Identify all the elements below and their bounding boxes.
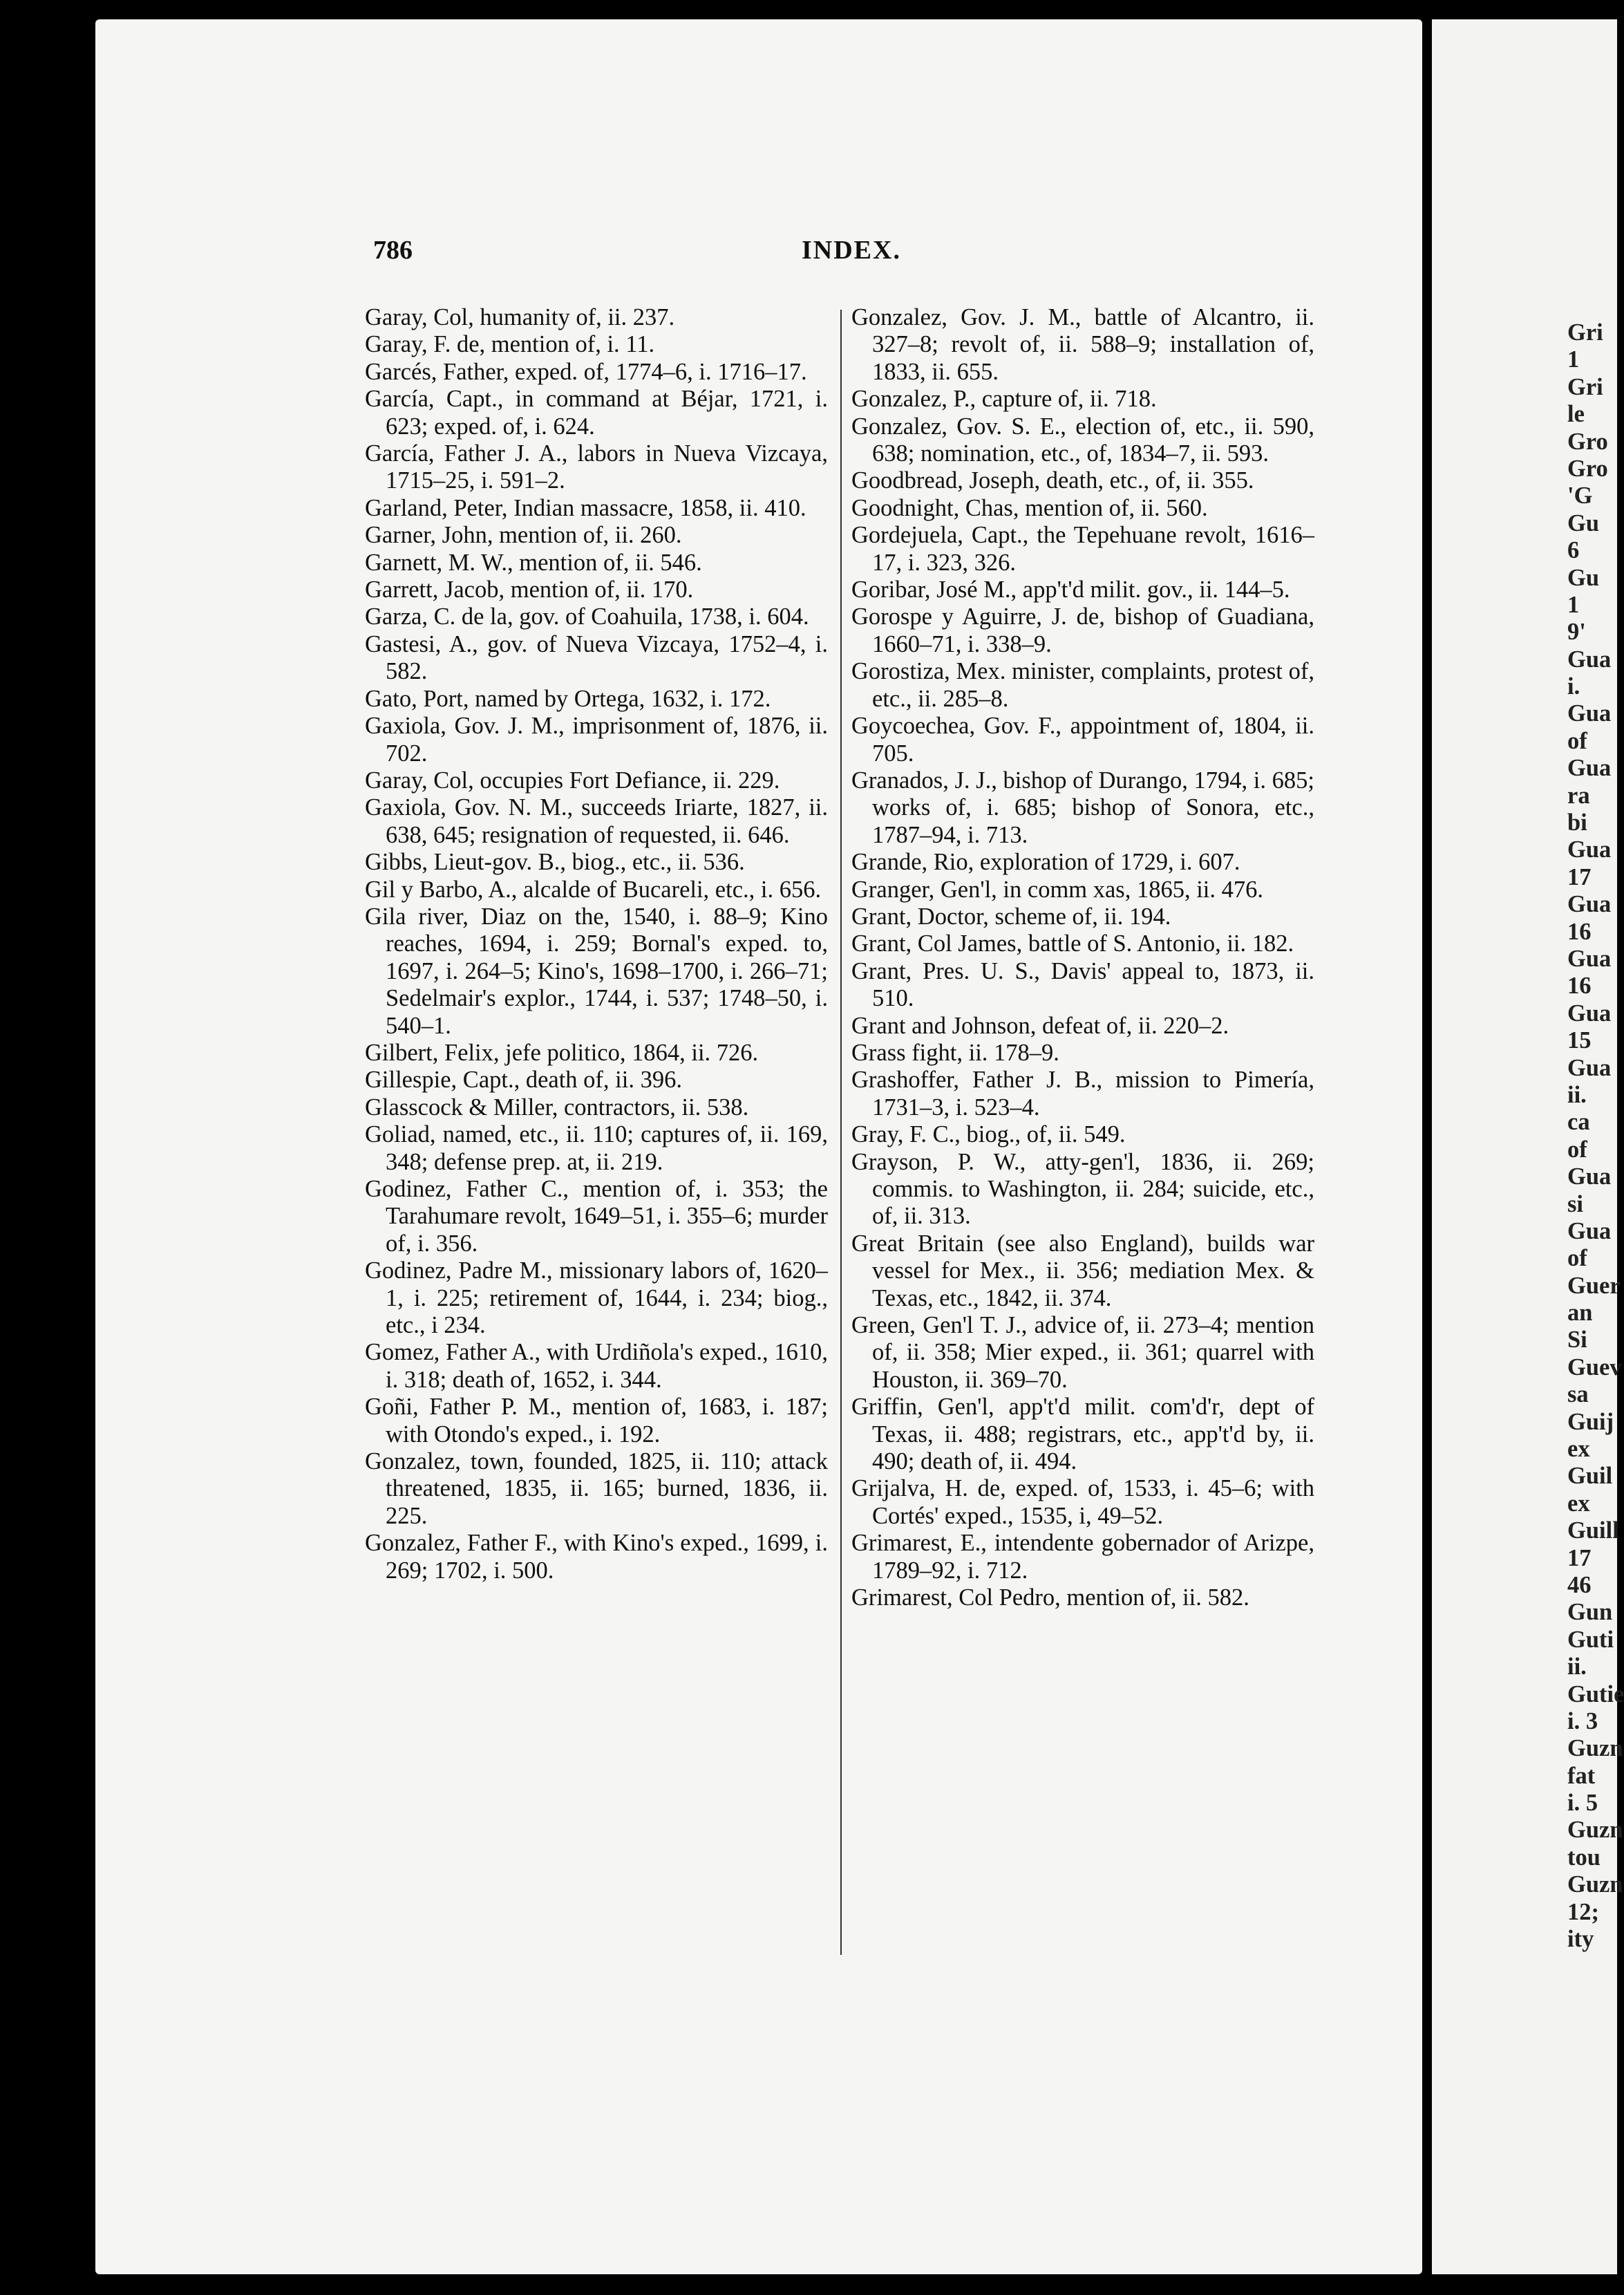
next-page-fragment: fat	[1567, 1762, 1596, 1789]
index-column-left	[365, 304, 828, 1584]
next-page-fragment: Guill	[1567, 1517, 1619, 1544]
next-page-fragment: 46	[1567, 1571, 1592, 1598]
next-page-fragment: i.	[1567, 673, 1580, 700]
index-entry: Gato, Port, named by Ortega, 1632, i. 172.	[365, 685, 771, 712]
index-entry: Grijalva, H. de, exped. of, 1533, i. 45–6; with Cortés' exped., 1535, i, 49–52.	[851, 1475, 1314, 1529]
index-entry: Gaxiola, Gov. J. M., imprisonment of, 1876, ii. 702.	[365, 713, 828, 767]
next-page-fragment: Gri	[1567, 319, 1603, 346]
index-entry: Gonzalez, Gov. J. M., battle of Alcantro, ii. 327–8; revolt of, ii. 588–9; installation of, 1833, ii. 655.	[851, 304, 1314, 385]
page-number: 786	[373, 236, 413, 265]
index-entry: García, Capt., in command at Béjar, 1721, i. 623; exped. of, i. 624.	[365, 386, 828, 440]
index-entry: Griffin, Gen'l, app't'd milit. com'd'r, dept of Texas, ii. 488; registrars, etc., app't'd by, ii. 490; death of, ii. 494.	[851, 1394, 1314, 1475]
index-entry: Goliad, named, etc., ii. 110; captures of, ii. 169, 348; defense prep. at, ii. 219.	[365, 1121, 828, 1175]
index-entry: Gray, F. C., biog., of, ii. 549.	[851, 1121, 1126, 1148]
index-entry: Gordejuela, Capt., the Tepehuane revolt, 1616–17, i. 323, 326.	[851, 522, 1314, 576]
index-entry: Goycoechea, Gov. F., appointment of, 1804, ii. 705.	[851, 713, 1314, 767]
next-page-fragment: Gro	[1567, 455, 1608, 482]
next-page-fragment: Gro	[1567, 428, 1608, 455]
next-page-fragment: Gua	[1567, 1217, 1612, 1244]
next-page-fragment: Si	[1567, 1327, 1587, 1353]
index-entry: Gila river, Diaz on the, 1540, i. 88–9; Kino reaches, 1694, i. 259; Bornal's exped. to, 1697, i. 264–5; Kino's, 1698–1700, i. 266–71; Sedelmair's explor., 1744, i. 537; 1748–50, i. 540–1.	[365, 903, 828, 1039]
next-page-fragment: ra	[1567, 782, 1590, 809]
index-entry: Great Britain (see also England), builds war vessel for Mex., ii. 356; mediation Mex. & Texas, etc., 1842, ii. 374.	[851, 1230, 1314, 1311]
index-entry: Grant, Pres. U. S., Davis' appeal to, 1873, ii. 510.	[851, 957, 1314, 1012]
index-entry: Godinez, Father C., mention of, i. 353; the Tarahumare revolt, 1649–51, i. 355–6; murder of, i. 356.	[365, 1176, 828, 1257]
next-page-fragment: Gua	[1567, 755, 1612, 782]
next-page-fragment: 9'	[1567, 619, 1586, 646]
next-page-fragment: ca	[1567, 1109, 1590, 1136]
index-entry: Grant and Johnson, defeat of, ii. 220–2.	[851, 1012, 1229, 1039]
index-entry: Garner, John, mention of, ii. 260.	[365, 522, 682, 549]
index-entry: Gilbert, Felix, jefe politico, 1864, ii. 726.	[365, 1039, 759, 1066]
next-page-fragment: i. 3	[1567, 1707, 1598, 1734]
next-page-fragment: of	[1567, 1136, 1587, 1163]
next-page-fragment: Guer	[1567, 1272, 1621, 1299]
next-page-fragment: tou	[1567, 1844, 1601, 1871]
next-page-fragment: Gua	[1567, 646, 1612, 673]
next-page-fragment: i. 5	[1567, 1790, 1598, 1817]
index-entry: Gonzalez, town, founded, 1825, ii. 110; attack threatened, 1835, ii. 165; burned, 1836, ii. 225.	[365, 1448, 828, 1529]
next-page-fragment: Gu	[1567, 564, 1600, 591]
next-page-fragment: Guzn	[1567, 1871, 1623, 1898]
next-page-fragment: le	[1567, 401, 1585, 428]
index-entry: Grimarest, Col Pedro, mention of, ii. 582.	[851, 1584, 1249, 1611]
index-entry: Granger, Gen'l, in comm xas, 1865, ii. 476.	[851, 876, 1264, 903]
index-entry: Granados, J. J., bishop of Durango, 1794, i. 685; works of, i. 685; bishop of Sonora, etc., 1787–94, i. 713.	[851, 767, 1314, 848]
next-page-fragment: Gua	[1567, 1163, 1612, 1190]
page-header	[373, 235, 1327, 270]
index-entry: Grimarest, E., intendente gobernador of Arizpe, 1789–92, i. 712.	[851, 1530, 1314, 1584]
next-page-fragment: ii.	[1567, 1654, 1587, 1680]
index-entry: García, Father J. A., labors in Nueva Vizcaya, 1715–25, i. 591–2.	[365, 440, 828, 494]
index-entry: Garay, F. de, mention of, i. 11.	[365, 331, 655, 358]
index-entry: Grass fight, ii. 178–9.	[851, 1039, 1059, 1066]
index-entry: Godinez, Padre M., missionary labors of, 1620–1, i. 225; retirement of, 1644, i. 234; biog., etc., i 234.	[365, 1257, 828, 1339]
next-page-fragment: an	[1567, 1300, 1593, 1327]
next-page-fragment: 1	[1567, 591, 1580, 618]
index-entry: Gonzalez, P., capture of, ii. 718.	[851, 386, 1157, 413]
next-page-fragment: Gua	[1567, 891, 1612, 918]
index-entry: Gonzalez, Father F., with Kino's exped., 1699, i. 269; 1702, i. 500.	[365, 1530, 828, 1584]
index-entry: Gorostiza, Mex. minister, complaints, protest of, etc., ii. 285–8.	[851, 658, 1314, 712]
next-page-fragment: Guzn	[1567, 1735, 1623, 1762]
index-entry: Gastesi, A., gov. of Nueva Vizcaya, 1752–4, i. 582.	[365, 630, 828, 685]
next-page-fragments	[1567, 319, 1623, 1953]
index-entry: Grashoffer, Father J. B., mission to Pimería, 1731–3, i. 523–4.	[851, 1067, 1314, 1121]
index-entry: Garnett, M. W., mention of, ii. 546.	[365, 549, 702, 576]
index-entry: Grant, Col James, battle of S. Antonio, ii. 182.	[851, 930, 1294, 957]
next-page-fragment: 12;	[1567, 1898, 1599, 1925]
next-page-fragment: si	[1567, 1190, 1584, 1217]
index-entry: Gillespie, Capt., death of, ii. 396.	[365, 1067, 682, 1094]
index-entry: Garza, C. de la, gov. of Coahuila, 1738, i. 604.	[365, 603, 809, 630]
index-entry: Goodbread, Joseph, death, etc., of, ii. 355.	[851, 467, 1254, 494]
index-entry: Garland, Peter, Indian massacre, 1858, ii. 410.	[365, 494, 806, 521]
next-page-fragment: 17	[1567, 863, 1592, 890]
next-page-fragment: of	[1567, 727, 1587, 754]
next-page-fragment: 15	[1567, 1027, 1592, 1054]
next-page-fragment: 16	[1567, 973, 1592, 1000]
next-page-fragment: Gua	[1567, 700, 1612, 727]
page-title: INDEX.	[802, 236, 901, 265]
column-divider	[840, 310, 842, 1955]
next-page-fragment: Gri	[1567, 373, 1603, 400]
next-page-fragment: Gua	[1567, 836, 1612, 863]
next-page-fragment: Guzn	[1567, 1817, 1623, 1844]
index-entry: Garcés, Father, exped. of, 1774–6, i. 1716–17.	[365, 358, 807, 385]
index-entry: Grayson, P. W., atty-gen'l, 1836, ii. 269; commis. to Washington, ii. 284; suicide, etc., of, ii. 313.	[851, 1148, 1314, 1230]
next-page-fragment: ex	[1567, 1436, 1590, 1463]
index-entry: Glasscock & Miller, contractors, ii. 538.	[365, 1094, 749, 1121]
next-page-fragment: Guti	[1567, 1626, 1614, 1653]
next-page-fragment: ity	[1567, 1926, 1594, 1953]
next-page-fragment: bi	[1567, 809, 1587, 836]
index-entry: Gibbs, Lieut-gov. B., biog., etc., ii. 536.	[365, 849, 745, 876]
index-entry: Goribar, José M., app't'd milit. gov., ii. 144–5.	[851, 577, 1290, 603]
next-page-fragment: Gutie	[1567, 1680, 1624, 1707]
index-column-right	[851, 304, 1314, 1612]
index-entry: Goodnight, Chas, mention of, ii. 560.	[851, 494, 1208, 521]
next-page-fragment: 1	[1567, 346, 1580, 373]
next-page-fragment: Gun	[1567, 1599, 1613, 1626]
next-page-fragment: Guij	[1567, 1408, 1614, 1435]
next-page-fragment: 16	[1567, 918, 1592, 945]
next-page-fragment: 6	[1567, 537, 1580, 564]
index-entry: Gorospe y Aguirre, J. de, bishop of Guadiana, 1660–71, i. 338–9.	[851, 603, 1314, 657]
index-entry: Gonzalez, Gov. S. E., election of, etc., ii. 590, 638; nomination, etc., of, 1834–7, ii. 593.	[851, 413, 1314, 467]
index-entry: Garrett, Jacob, mention of, ii. 170.	[365, 577, 694, 603]
index-entry: Grant, Doctor, scheme of, ii. 194.	[851, 903, 1171, 930]
next-page-fragment: ii.	[1567, 1081, 1587, 1108]
next-page-fragment: of	[1567, 1245, 1587, 1272]
next-page-fragment: Guev	[1567, 1353, 1622, 1380]
next-page-fragment: 'G	[1567, 483, 1593, 509]
next-page-fragment: sa	[1567, 1381, 1589, 1408]
next-page-fragment: Gua	[1567, 1054, 1612, 1081]
next-page-fragment: ex	[1567, 1490, 1590, 1517]
index-entry: Garay, Col, humanity of, ii. 237.	[365, 304, 675, 330]
index-entry: Goñi, Father P. M., mention of, 1683, i. 187; with Otondo's exped., i. 192.	[365, 1394, 828, 1448]
index-entry: Green, Gen'l T. J., advice of, ii. 273–4; mention of, ii. 358; Mier exped., ii. 361; quarrel with Houston, ii. 369–70.	[851, 1312, 1314, 1393]
next-page-fragment: Gu	[1567, 509, 1600, 536]
next-page-fragment: Gua	[1567, 945, 1612, 972]
index-entry: Gil y Barbo, A., alcalde of Bucareli, etc., i. 656.	[365, 876, 822, 903]
index-entry: Garay, Col, occupies Fort Defiance, ii. 229.	[365, 767, 780, 794]
next-page-fragment: Guil	[1567, 1463, 1613, 1490]
next-page-fragment: Gua	[1567, 1000, 1612, 1027]
index-entry: Grande, Rio, exploration of 1729, i. 607.	[851, 849, 1240, 876]
next-page-fragment: 17	[1567, 1544, 1592, 1571]
index-entry: Gaxiola, Gov. N. M., succeeds Iriarte, 1827, ii. 638, 645; resignation of requested, ii. 646.	[365, 794, 828, 848]
index-entry: Gomez, Father A., with Urdiñola's exped., 1610, i. 318; death of, 1652, i. 344.	[365, 1339, 828, 1393]
